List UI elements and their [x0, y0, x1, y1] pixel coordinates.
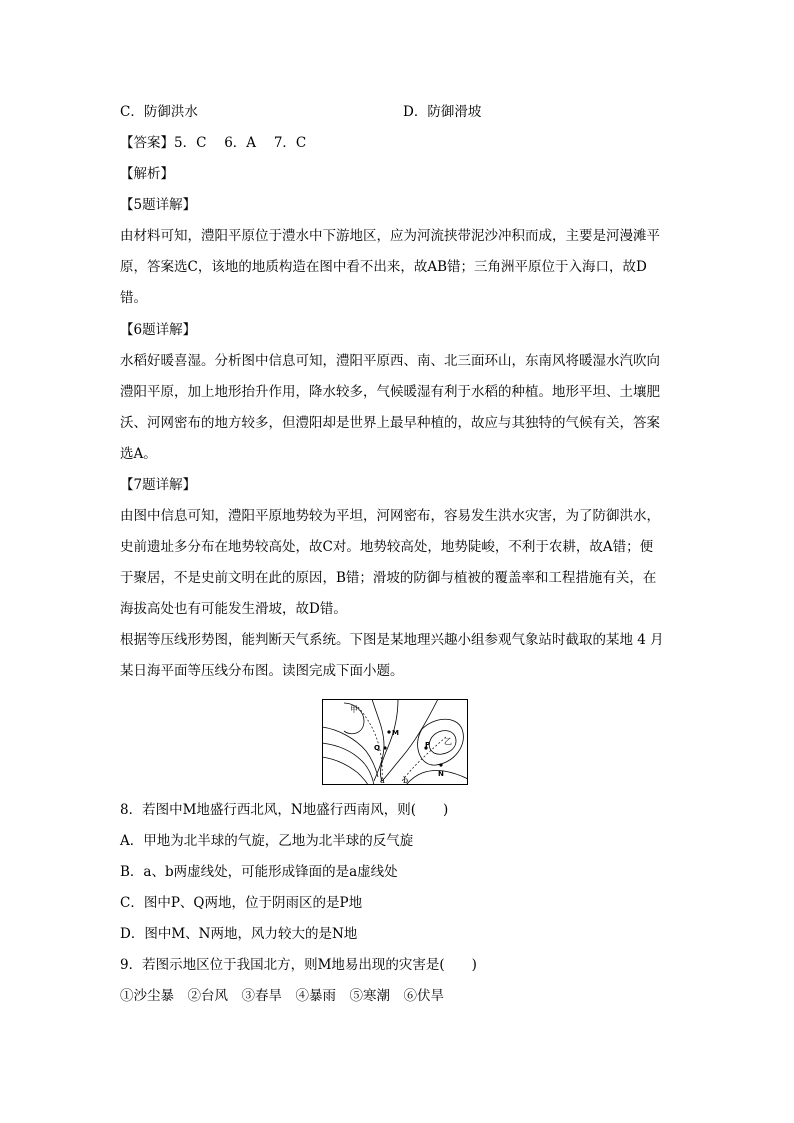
point-n [439, 763, 442, 766]
label-n: N [438, 770, 444, 778]
isobar-left-3 [322, 757, 368, 785]
q5-text-3: 错。 [120, 290, 147, 306]
option-c: C．防御洪水 [120, 104, 198, 120]
q6-text-3: 沃、河网密布的地方较多，但澧阳却是世界上最早种植的，故应与其独特的气候有关，答案 [120, 415, 660, 431]
q9-stem: 9．若图示地区位于我国北方，则M地易出现的灾害是( ) [120, 957, 477, 973]
q7-text-1: 由图中信息可知，澧阳平原地势较为平坦，河网密布，容易发生洪水灾害，为了防御洪水， [120, 508, 660, 524]
point-q [383, 746, 386, 749]
q8-option-a: A．甲地为北半球的气旋，乙地为北半球的反气旋 [120, 833, 414, 849]
q7-text-3: 于聚居，不是史前文明在此的原因，B错；滑坡的防御与植被的覆盖率和工程措施有关，在 [120, 570, 657, 586]
intro-text-1: 根据等压线形势图，能判断天气系统。下图是某地理兴趣小组参观气象站时截取的某地 4 月 [120, 632, 664, 648]
label-a: a [380, 776, 385, 785]
option-row-cd [120, 102, 198, 122]
q8-option-d: D．图中M、N两地，风力较大的是N地 [120, 926, 358, 942]
q8-option-c: C．图中P、Q两地，位于阴雨区的是P地 [120, 895, 363, 911]
option-d: D．防御滑坡 [403, 104, 482, 120]
q9-options: ①沙尘暴 ②台风 ③春旱 ④暴雨 ⑤寒潮 ⑥伏旱 [120, 988, 444, 1004]
label-p: P [425, 741, 431, 749]
isobar-left-2 [322, 743, 374, 785]
point-m [387, 730, 390, 733]
analysis-heading: 【解析】 [120, 166, 174, 182]
label-m: M [392, 729, 399, 737]
isobar-mid [380, 699, 438, 781]
q5-text-2: 原，答案选C，该地的地质构造在图中看不出来，故AB错；三角洲平原位于入海口，故D [120, 259, 647, 275]
label-b: b [403, 776, 409, 785]
intro-text-2: 某日海平面等压线分布图。读图完成下面小题。 [120, 663, 404, 679]
q7-text-4: 海拔高处也有可能发生滑坡，故D错。 [120, 601, 347, 617]
q5-heading: 【5题详解】 [120, 197, 197, 213]
q8-stem: 8．若图中M地盛行西北风，N地盛行西南风，则( ) [120, 802, 449, 818]
isobar-map [322, 699, 468, 785]
label-jia: 甲 [350, 705, 358, 714]
q5-text-1: 由材料可知，澧阳平原位于澧水中下游地区，应为河流挟带泥沙冲积而成，主要是河漫滩平 [120, 228, 660, 244]
q6-heading: 【6题详解】 [120, 322, 197, 338]
q6-text-1: 水稻好暖喜湿。分析图中信息可知，澧阳平原西、南、北三面环山，东南风将暖湿水汽吹向 [120, 353, 660, 369]
q6-text-2: 澧阳平原，加上地形抬升作用，降水较多，气候暖湿有利于水稻的种植。地形平坦、土壤肥 [120, 384, 660, 400]
label-q: Q [374, 744, 380, 752]
q6-text-4: 选A。 [120, 446, 157, 462]
q7-heading: 【7题详解】 [120, 477, 197, 493]
isobar-top-1 [372, 699, 384, 781]
q7-text-2: 史前遗址多分布在地势较高处，故C对。地势较高处，地势陡峻，不利于农耕，故A错；便 [120, 539, 654, 555]
answer-line: 【答案】5．C 6．A 7．C [120, 135, 307, 151]
isobar-right-1 [406, 771, 468, 785]
q8-option-b: B．a、b两虚线处，可能形成锋面的是a虚线处 [120, 864, 398, 880]
label-yi: 乙 [444, 737, 452, 746]
